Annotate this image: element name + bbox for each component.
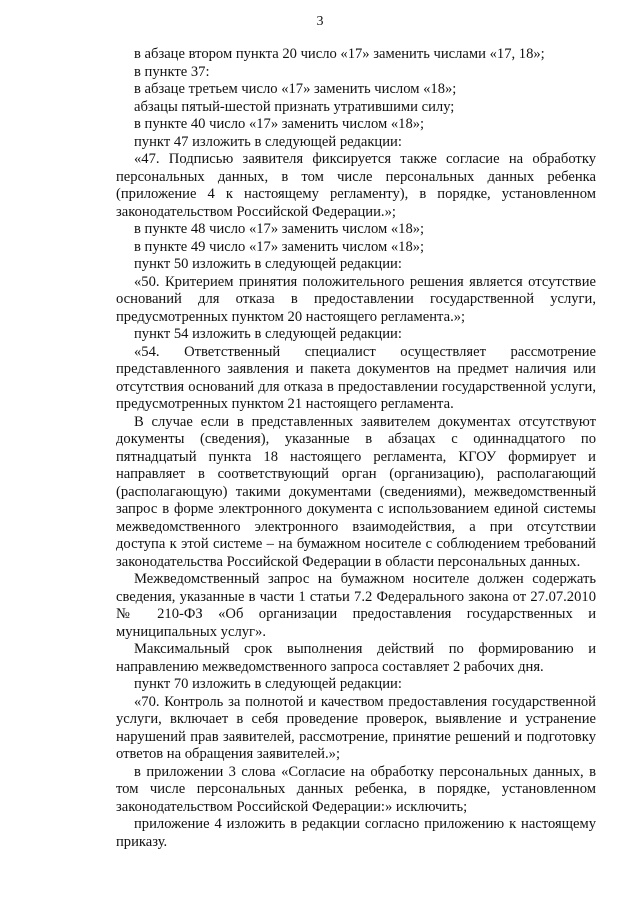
paragraph: пункт 50 изложить в следующей редакции: <box>134 256 402 272</box>
paragraph: в пункте 37: <box>134 63 210 80</box>
paragraph: в приложении 3 слова «Согласие на обработку персональных данных, в том числе персональных данных ребенка, в порядке, установленном законодательством Российской Федерации:» исключить; <box>116 763 596 815</box>
paragraph: в абзаце третьем число «17» заменить числом «18»; <box>134 81 457 97</box>
page-number: 3 <box>316 14 324 29</box>
paragraph: «50. Критерием принятия положительного решения является отсутствие оснований для отказа в предоставлении государственной услуги, предусмотренных пунктом 20 настоящего регламента.»; <box>116 273 596 325</box>
paragraph: «47. Подписью заявителя фиксируется также согласие на обработку персональных данных, в том числе персональных данных ребенка (приложение 4 к настоящему регламенту), в порядке, установленном законодательством Российской Федерации.»; <box>116 151 596 220</box>
paragraph: в пункте 40 число «17» заменить числом «18»; <box>134 116 425 132</box>
paragraph: в пункте 49 число «17» заменить числом «18»; <box>134 238 425 255</box>
document-body <box>116 46 596 851</box>
paragraph: абзацы пятый-шестой признать утратившими силу; <box>134 98 455 115</box>
paragraph: В случае если в представленных заявителем документах отсутствуют документы (сведения), указанные в абзацах с одиннадцатого по пятнадцатый пункта 18 настоящего регламента, КГОУ формирует и направляет в соответствующий орган (организацию), располагающий (располагающую) такими документами (сведениями), межведомственный запрос в форме электронного документа с использованием единой системы межведомственного электронного взаимодействия, а при отсутствии доступа к этой системе – на бумажном носителе с соблюдением требований законодательства Российской Федерации в области персональных данных. <box>116 413 596 570</box>
paragraph: «54. Ответственный специалист осуществляет рассмотрение представленного заявления и пакета документов на предмет наличия или отсутствия оснований для отказа в предоставлении государственной услуги, предусмотренных пунктом 21 настоящего регламента. <box>116 343 596 412</box>
paragraph: Межведомственный запрос на бумажном носителе должен содержать сведения, указанные в части 1 статьи 7.2 Федерального закона от 27.07.2010 № 210-ФЗ «Об организации предоставления государственных и муниципальных услуг». <box>116 571 596 640</box>
paragraph: Максимальный срок выполнения действий по формированию и направлению межведомственного запроса составляет 2 рабочих дня. <box>116 641 596 675</box>
paragraph: пункт 47 изложить в следующей редакции: <box>134 133 402 150</box>
paragraph: пункт 54 изложить в следующей редакции: <box>134 326 402 342</box>
paragraph: пункт 70 изложить в следующей редакции: <box>134 676 402 692</box>
paragraph: приложение 4 изложить в редакции согласно приложению к настоящему приказу. <box>116 816 596 850</box>
paragraph: «70. Контроль за полнотой и качеством предоставления государственной услуги, включает в себя проведение проверок, выявление и устранение нарушений прав заявителей, рассмотрение, принятие решений и подготовку ответов на обращения заявителей.»; <box>116 693 596 762</box>
paragraph: в абзаце втором пункта 20 число «17» заменить числами «17, 18»; <box>134 46 545 62</box>
paragraph: в пункте 48 число «17» заменить числом «18»; <box>134 221 425 237</box>
